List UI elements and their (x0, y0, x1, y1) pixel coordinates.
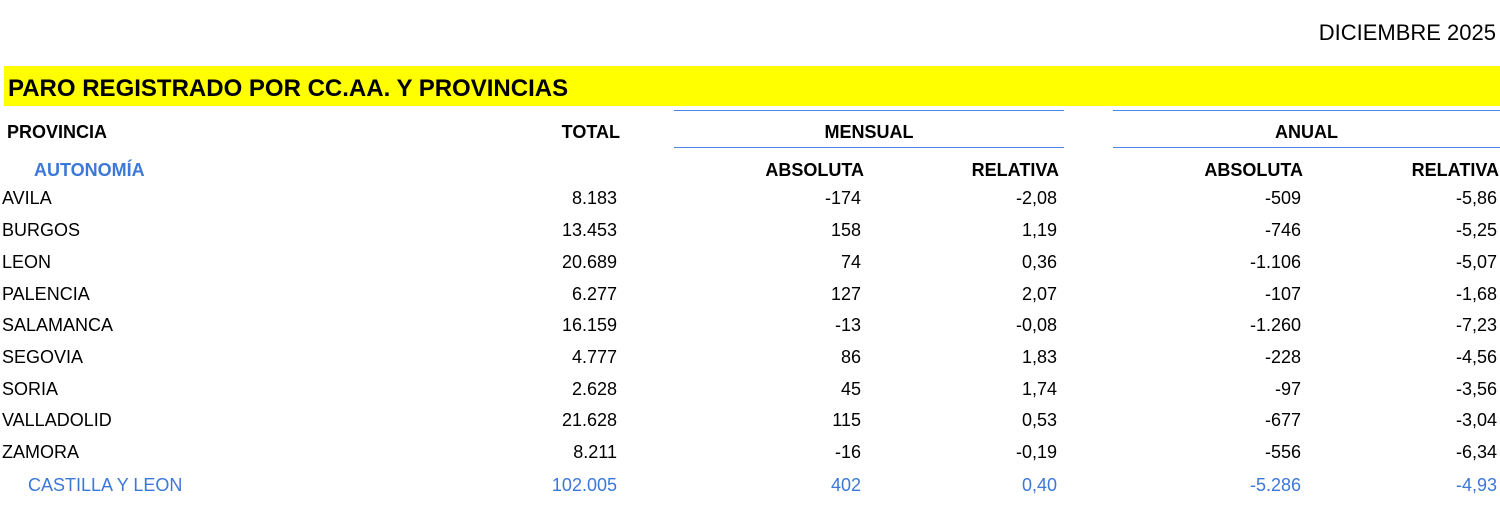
cell-anual-relativa: -3,04 (1455, 410, 1497, 430)
cell-anual-relativa: -6,34 (1455, 442, 1497, 462)
table-row (0, 252, 1500, 282)
cell-mensual-absoluta: 45 (840, 379, 861, 399)
table-row (0, 188, 1500, 218)
cell-mensual-relativa: -2,08 (1015, 188, 1057, 208)
report-date: DICIEMBRE 2025 (1318, 20, 1496, 45)
cell-mensual-relativa: 0,40 (1021, 475, 1057, 495)
col-header-provincia: PROVINCIA (7, 122, 108, 142)
cell-anual-relativa: -5,86 (1455, 188, 1497, 208)
cell-provincia: CASTILLA Y LEON (28, 475, 183, 495)
cell-total: 13.453 (561, 220, 617, 240)
cell-provincia: BURGOS (2, 220, 81, 240)
cell-anual-relativa: -7,23 (1455, 315, 1497, 335)
cell-mensual-absoluta: 115 (832, 410, 861, 430)
col-header-relativa-mensual: RELATIVA (971, 160, 1059, 180)
cell-total: 2.628 (571, 379, 617, 399)
table-row (0, 347, 1500, 377)
table-row (0, 315, 1500, 345)
cell-anual-relativa: -5,25 (1455, 220, 1497, 240)
cell-mensual-relativa: 2,07 (1021, 284, 1057, 304)
cell-mensual-absoluta: -13 (834, 315, 861, 335)
cell-total: 4.777 (571, 347, 617, 367)
col-header-absoluta-anual: ABSOLUTA (1204, 160, 1303, 180)
cell-mensual-absoluta: 127 (830, 284, 861, 304)
cell-mensual-relativa: 1,83 (1021, 347, 1057, 367)
cell-mensual-absoluta: 74 (840, 252, 861, 272)
cell-mensual-absoluta: 158 (830, 220, 861, 240)
cell-total: 8.211 (573, 442, 617, 462)
cell-anual-absoluta: -509 (1264, 188, 1301, 208)
cell-mensual-relativa: 1,19 (1021, 220, 1057, 240)
cell-anual-absoluta: -228 (1264, 347, 1301, 367)
cell-total: 6.277 (571, 284, 617, 304)
cell-mensual-absoluta: -16 (834, 442, 861, 462)
cell-mensual-relativa: -0,08 (1015, 315, 1057, 335)
col-header-anual: ANUAL (1275, 122, 1338, 142)
cell-total: 16.159 (561, 315, 617, 335)
cell-provincia: PALENCIA (2, 284, 90, 304)
cell-total: 21.628 (561, 410, 617, 430)
cell-provincia: ZAMORA (2, 442, 80, 462)
cell-mensual-relativa: 1,74 (1021, 379, 1057, 399)
cell-anual-relativa: -3,56 (1455, 379, 1497, 399)
col-header-mensual: MENSUAL (824, 122, 914, 142)
cell-anual-absoluta: -556 (1264, 442, 1301, 462)
cell-total: 20.689 (561, 252, 617, 272)
col-header-relativa-anual: RELATIVA (1411, 160, 1499, 180)
cell-anual-absoluta: -1.260 (1249, 315, 1301, 335)
col-header-total: TOTAL (561, 122, 620, 142)
anual-top-rule (1113, 110, 1500, 111)
total-row (0, 475, 1500, 505)
mensual-bottom-rule (674, 147, 1064, 148)
cell-anual-relativa: -4,93 (1455, 475, 1497, 495)
cell-total: 8.183 (571, 188, 617, 208)
cell-provincia: AVILA (2, 188, 52, 208)
cell-anual-relativa: -5,07 (1455, 252, 1497, 272)
cell-anual-absoluta: -1.106 (1249, 252, 1301, 272)
cell-anual-relativa: -4,56 (1455, 347, 1497, 367)
subheader-autonomia: AUTONOMÍA (34, 160, 145, 180)
report-title: PARO REGISTRADO POR CC.AA. Y PROVINCIAS (8, 75, 569, 102)
table-row (0, 442, 1500, 472)
cell-anual-absoluta: -5.286 (1249, 475, 1301, 495)
cell-anual-absoluta: -97 (1274, 379, 1301, 399)
col-header-absoluta-mensual: ABSOLUTA (765, 160, 864, 180)
cell-mensual-absoluta: 402 (830, 475, 861, 495)
cell-anual-absoluta: -746 (1264, 220, 1301, 240)
cell-total: 102.005 (551, 475, 617, 495)
table-row (0, 284, 1500, 314)
anual-bottom-rule (1113, 147, 1500, 148)
cell-mensual-relativa: 0,53 (1021, 410, 1057, 430)
cell-anual-absoluta: -107 (1264, 284, 1301, 304)
cell-provincia: SEGOVIA (2, 347, 84, 367)
cell-anual-absoluta: -677 (1264, 410, 1301, 430)
cell-mensual-absoluta: -174 (824, 188, 861, 208)
cell-provincia: VALLADOLID (2, 410, 112, 430)
table-row (0, 410, 1500, 440)
cell-mensual-relativa: 0,36 (1021, 252, 1057, 272)
table-row (0, 220, 1500, 250)
cell-anual-relativa: -1,68 (1455, 284, 1497, 304)
title-banner (4, 66, 1500, 106)
cell-mensual-relativa: -0,19 (1015, 442, 1057, 462)
cell-mensual-absoluta: 86 (840, 347, 861, 367)
cell-provincia: SALAMANCA (2, 315, 114, 335)
cell-provincia: LEON (2, 252, 52, 272)
table-row (0, 379, 1500, 409)
cell-provincia: SORIA (2, 379, 59, 399)
mensual-top-rule (674, 110, 1064, 111)
